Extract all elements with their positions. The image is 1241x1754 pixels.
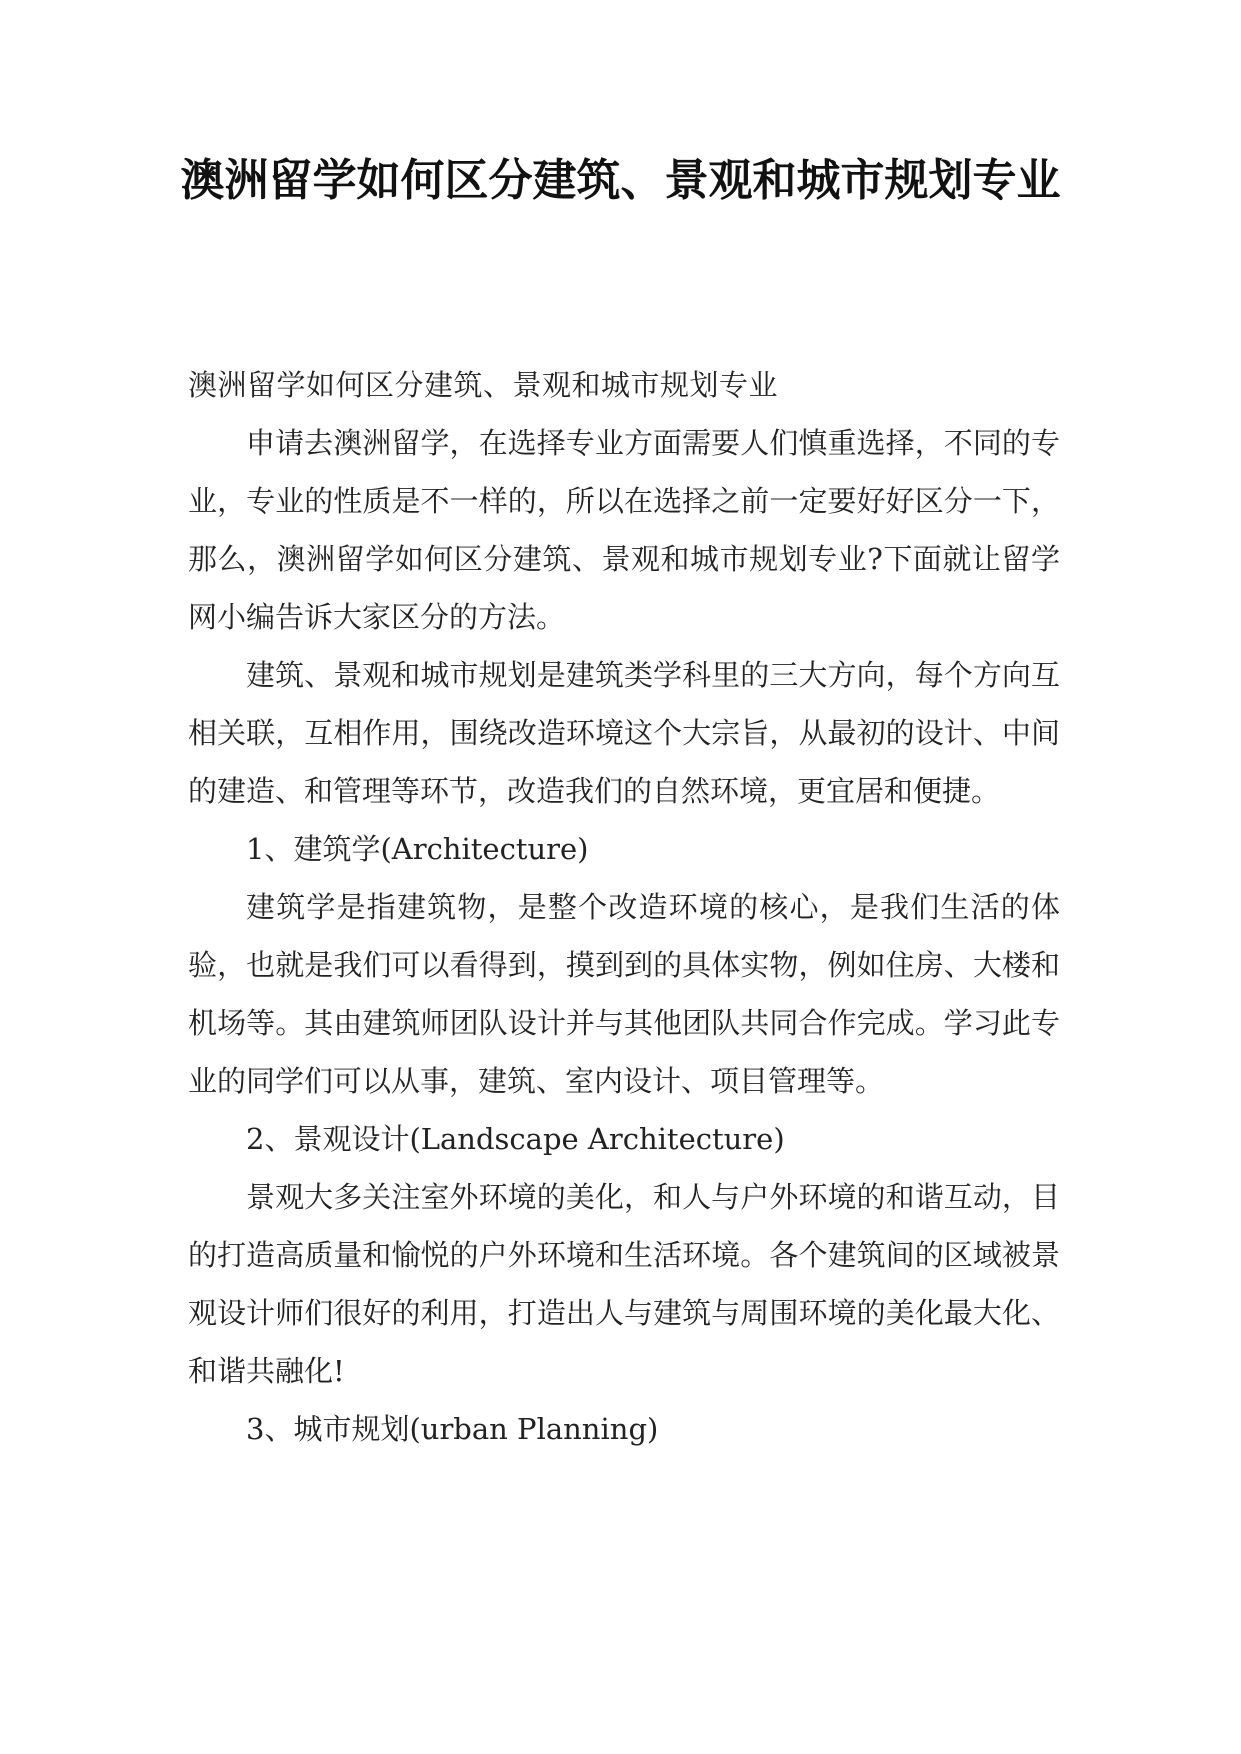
paragraph-intro: 申请去澳洲留学，在选择专业方面需要人们慎重选择，不同的专业，专业的性质是不一样的，所以在选择之前一定要好好区分一下，那么，澳洲留学如何区分建筑、景观和城市规划专业?下面就让留学网小编告诉大家区分的方法。 xyxy=(188,426,1060,634)
paragraph-architecture: 建筑学是指建筑物，是整个改造环境的核心，是我们生活的体验，也就是我们可以看得到，摸到到的具体实物，例如住房、大楼和机场等。其由建筑师团队设计并与其他团队共同合作完成。学习此专业的同学们可以从事，建筑、室内设计、项目管理等。 xyxy=(188,890,1060,1098)
section-heading-landscape: 2、景观设计(Landscape Architecture) xyxy=(246,1122,785,1156)
paragraph-landscape: 景观大多关注室外环境的美化，和人与户外环境的和谐互动，目的打造高质量和愉悦的户外环境和生活环境。各个建筑间的区域被景观设计师们很好的利用，打造出人与建筑与周围环境的美化最大化、和谐共融化! xyxy=(188,1180,1060,1388)
paragraph-overview: 建筑、景观和城市规划是建筑类学科里的三大方向，每个方向互相关联，互相作用，围绕改造环境这个大宗旨，从最初的设计、中间的建造、和管理等环节，改造我们的自然环境，更宜居和便捷。 xyxy=(188,658,1060,808)
document-body xyxy=(188,356,1060,1458)
document-title: 澳洲留学如何区分建筑、景观和城市规划专业 xyxy=(180,155,1061,206)
paragraph-subtitle: 澳洲留学如何区分建筑、景观和城市规划专业 xyxy=(188,368,779,402)
section-heading-urban-planning: 3、城市规划(urban Planning) xyxy=(246,1412,659,1446)
section-heading-architecture: 1、建筑学(Architecture) xyxy=(246,832,589,866)
